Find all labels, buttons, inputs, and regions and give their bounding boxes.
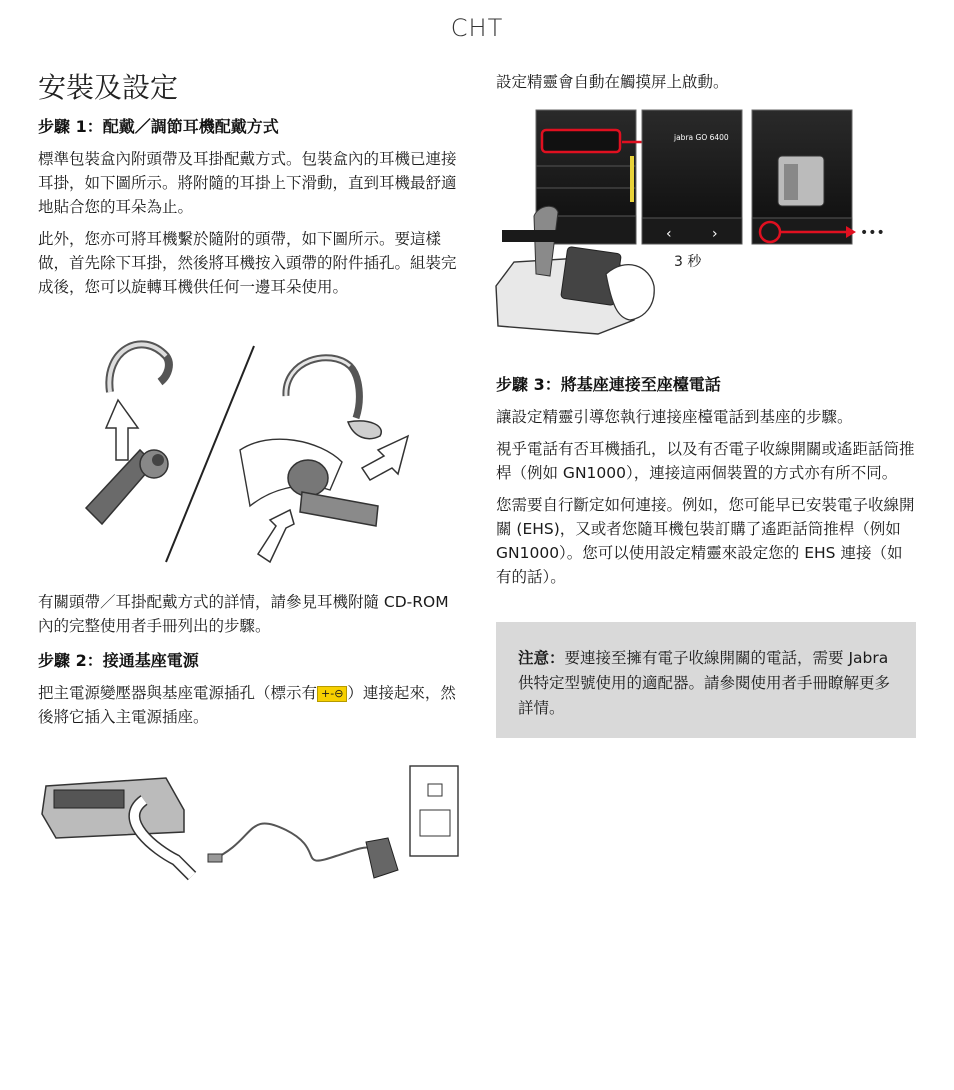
note-paragraph xyxy=(518,646,900,721)
headset-wearing-illustration xyxy=(80,330,430,570)
step1-paragraph-3: 有關頭帶／耳掛配戴方式的詳情，請參見耳機附隨 CD-ROM 內的完整使用者手冊列出的步驟。 xyxy=(38,593,449,635)
step1-heading: 步驟 1：配戴／調節耳機配戴方式 xyxy=(38,117,279,136)
note-text: 要連接至擁有電子收線開關的電話，需要 Jabra 供特定型號使用的適配器。請參閱使用者手冊瞭解更多詳情。 xyxy=(518,649,891,717)
svg-text:‹: ‹ xyxy=(666,226,672,242)
step3-paragraph-1: 讓設定精靈引導您執行連接座檯電話到基座的步驟。 xyxy=(496,408,853,426)
step3-heading: 步驟 3：將基座連接至座檯電話 xyxy=(496,375,721,394)
step2-text-a: 把主電源變壓器與基座電源插孔（標示有 xyxy=(38,684,318,702)
page-title: 安裝及設定 xyxy=(38,71,179,104)
base-power-connection-illustration xyxy=(36,760,466,890)
left-column xyxy=(38,66,458,307)
power-jack-icon: +-⊖ xyxy=(317,686,347,702)
language-code: CHT xyxy=(450,14,504,42)
right-column-step3 xyxy=(496,372,916,597)
step2-heading: 步驟 2：接通基座電源 xyxy=(38,651,199,670)
step2-text-b: ）連接起來，然後將它插入主電源插座。 xyxy=(38,684,456,726)
note-label: 注意： xyxy=(518,649,565,667)
screen-title-text: jabra GO 6400 xyxy=(674,133,729,142)
right-column xyxy=(496,70,916,102)
step3-paragraph-2: 視乎電話有否耳機插孔，以及有否電子收線開關或遙距話筒推桿（例如 GN1000），連接這兩個裝置的方式亦有所不同。 xyxy=(496,440,915,482)
more-ellipsis: ••• xyxy=(860,225,885,241)
seconds-label: 3 秒 xyxy=(674,254,702,270)
step1-paragraph-2: 此外，您亦可將耳機繫於隨附的頭帶，如下圖所示。要這樣做，首先除下耳掛，然後將耳機按入頭帶的附件插孔。組裝完成後，您可以旋轉耳機供任何一邊耳朵使用。 xyxy=(38,230,457,296)
touchscreen-wizard-illustration xyxy=(494,106,894,346)
step2-paragraph xyxy=(38,681,458,729)
note-box xyxy=(496,622,916,738)
step1-paragraph-1: 標準包裝盒內附頭帶及耳掛配戴方式。包裝盒內的耳機已連接耳掛，如下圖所示。將附隨的耳掛上下滑動，直到耳機最舒適地貼合您的耳朵為止。 xyxy=(38,150,457,216)
left-column-lower xyxy=(38,590,458,737)
svg-text:›: › xyxy=(712,226,718,242)
step3-paragraph-3: 您需要自行斷定如何連接。例如，您可能早已安裝電子收線開關 (EHS)，又或者您隨耳機包裝訂購了遙距話筒推桿（例如 GN1000）。您可以使用設定精靈來設定您的 EHS 連接（如有的話）。 xyxy=(496,496,915,586)
wizard-intro: 設定精靈會自動在觸摸屏上啟動。 xyxy=(496,73,729,91)
